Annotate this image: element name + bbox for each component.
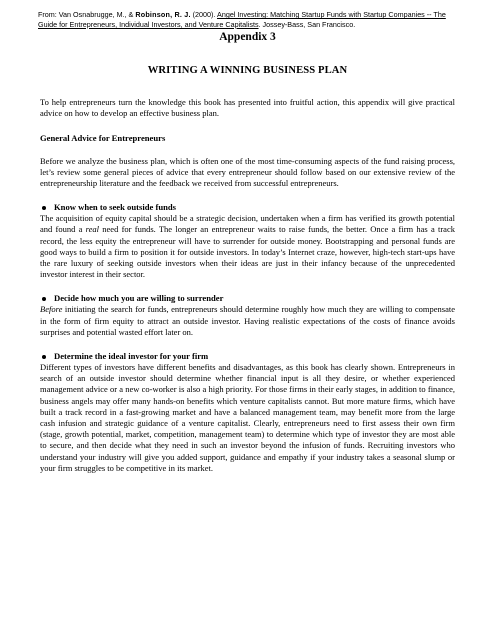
section-paragraph <box>40 362 455 474</box>
section-emphasis: real <box>85 224 100 235</box>
appendix-label: Appendix 3 <box>219 31 276 44</box>
section-text: initiating the search for funds, entrepreneurs should determine roughly how much they are willing to compensate in the form of firm equity to attract an outside investor. Having realistic expectations of the costs of finance avoids surprises and potential wasted effort later on. <box>40 304 455 337</box>
section-emphasis: Before <box>40 304 63 315</box>
section-text: Different types of investors have different benefits and disadvantages, as this book has clearly shown. Entrepreneurs in search of an outside investor should determine whether financial input is all they desire, or whether experienced management advice or a new co-worker is also a high priority. For those firms in their early stages, in addition to finance, business angels may offer many hands-on benefits which venture capitalists cannot. But more mature firms, which have built a track record in a fast-growing market and have a balanced management team, may benefit more from the large cash infusion and strategic guidance of a venture capitalist. Clearly, entrepreneurs need to first assess their own firm (stage, growth potential, market, competition, management team) to determine which type of investor they are most able to secure, and then decide what they need in such an investor beyond the infusion of funds. Recruiting investors who understand your industry will give you added support, guidance and empathy if your industry takes a seasonal slump or your firm struggles to be competitive in its market. <box>40 362 455 473</box>
section-heading <box>40 202 455 213</box>
section-heading <box>40 351 455 362</box>
section-text: The acquisition of equity capital should be a strategic decision, undertaken when a firm has verified its growth potential and found a <box>40 213 455 235</box>
section-heading-text: Determine the ideal investor for your firm <box>54 351 209 362</box>
citation-prefix: From: Van Osnabrugge, M., & <box>38 10 136 19</box>
section-heading-text: Decide how much you are willing to surrender <box>54 293 224 304</box>
section-heading <box>40 293 455 304</box>
citation-book-title: Angel Investing: Matching Startup Funds with Startup Companies -- The Guide for Entrepreneurs, Individual Investors, and Venture Capitalists <box>38 10 446 29</box>
citation-publisher: . Jossey-Bass, San Francisco. <box>258 19 356 29</box>
general-advice-heading: General Advice for Entrepreneurs <box>40 132 166 143</box>
bullet-icon <box>42 355 46 359</box>
general-advice-paragraph: Before we analyze the business plan, which is often one of the most time-consuming aspects of the fund raising process, let’s review some general pieces of advice that every entrepreneur should follow based on our extensive review of the entrepreneurship literature and the feedback we received from successful entrepreneurs. <box>40 155 455 188</box>
citation-author: Robinson, R. J. <box>135 10 191 19</box>
section-text: need for funds. The longer an entrepreneur waits to raise funds, the better. Once a firm has a track record, the less equity the entrepreneur will have to surrender for outside money. Bootstrapping and personal funds are good ways to build a firm to position it for outside investors. In today’s Internet craze, however, high-tech start-ups have the rare luxury of seeking outside investors when their ideas are just in their infancy because of the unprecedented investor interest in their sector. <box>40 224 455 280</box>
citation <box>38 10 455 29</box>
section-paragraph <box>40 213 455 280</box>
document-title: WRITING A WINNING BUSINESS PLAN <box>147 65 348 77</box>
citation-year: (2000). <box>190 10 218 19</box>
section-heading-text: Know when to seek outside funds <box>54 202 177 213</box>
intro-paragraph: To help entrepreneurs turn the knowledge this book has presented into fruitful action, this appendix will give practical advice on how to develop an effective business plan. <box>40 97 455 119</box>
bullet-icon <box>42 297 46 301</box>
section-paragraph <box>40 304 455 338</box>
bullet-icon <box>42 206 46 210</box>
